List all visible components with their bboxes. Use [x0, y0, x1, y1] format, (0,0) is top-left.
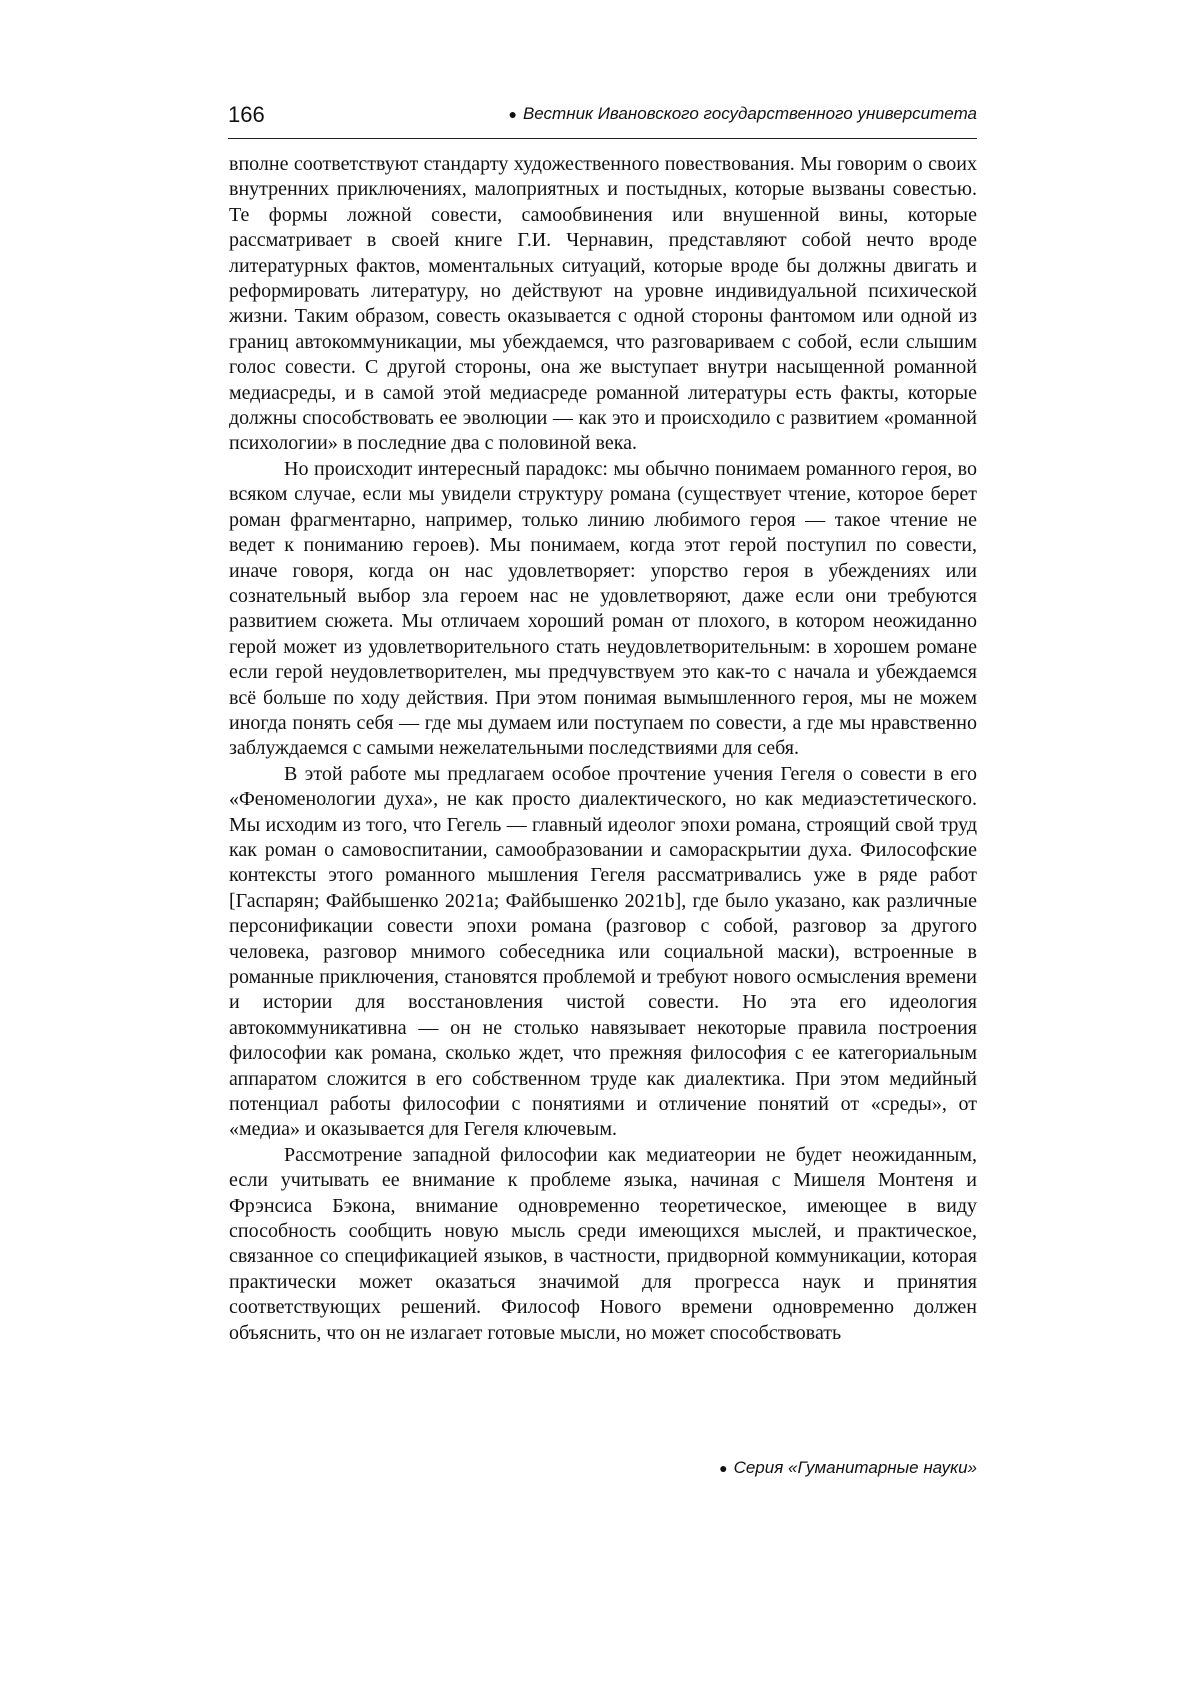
series-label	[719, 1458, 977, 1478]
journal-title-text: Вестник Ивановского государственного университета	[523, 104, 977, 123]
paragraph: Но происходит интересный парадокс: мы обычно понимаем романного героя, во всяком случае, если мы увидели структуру романа (существует чтение, которое берет роман фрагментарно, например, только линию любимого героя — такое чтение не ведет к пониманию героев). Мы понимаем, когда этот герой поступил по совести, иначе говоря, когда он нас удовлетворяет: упорство героя в убеждениях или сознательный выбор зла героем нас не удовлетворяют, даже если они требуются развитием сюжета. Мы отличаем хороший роман от плохого, в котором неожиданно герой может из удовлетворительного стать неудовлетворительным: в хорошем романе если герой неудовлетворителен, мы предчувствуем это как-то с начала и убеждаемся всё больше по ходу действия. При этом понимая вымышленного героя, мы не можем иногда понять себя — где мы думаем или поступаем по совести, а где мы нравственно заблуждаемся с самыми нежелательными последствиями для себя.	[229, 457, 977, 762]
journal-title	[508, 104, 977, 124]
series-label-text: Серия «Гуманитарные науки»	[734, 1458, 977, 1477]
bullet-icon: ●	[508, 106, 516, 122]
page-number: 166	[228, 102, 265, 128]
paragraph: вполне соответствуют стандарту художественного повествования. Мы говорим о своих внутренних приключениях, малоприятных и постыдных, которые вызваны совестью. Те формы ложной совести, самообвинения или внушенной вины, которые рассматривает в своей книге Г.И. Чернавин, представляют собой нечто вроде литературных фактов, моментальных ситуаций, которые вроде бы должны двигать и реформировать литературу, но действуют на уровне индивидуальной психической жизни. Таким образом, совесть оказывается с одной стороны фантомом или одной из границ автокоммуникации, мы убеждаемся, что разговариваем с собой, если слышим голос совести. С другой стороны, она же выступает внутри насыщенной романной медиасреды, и в самой этой медиасреде романной литературы есть факты, которые должны способствовать ее эволюции — как это и происходило с развитием «романной психологии» в последние два с половиной века.	[229, 152, 977, 457]
paragraph: В этой работе мы предлагаем особое прочтение учения Гегеля о совести в его «Феноменологии духа», не как просто диалектического, но как медиаэстетического. Мы исходим из того, что Гегель — главный идеолог эпохи романа, строящий свой труд как роман о самовоспитании, самообразовании и самораскрытии духа. Философские контексты этого романного мышления Гегеля рассматривались уже в ряде работ [Гаспарян; Файбышенко 2021a; Файбышенко 2021b], где было указано, как различные персонификации совести эпохи романа (разговор с собой, разговор за другого человека, разговор мнимого собеседника или социальной маски), встроенные в романные приключения, становятся проблемой и требуют нового осмысления времени и истории для восстановления чистой совести. Но эта его идеология автокоммуникативна — он не столько навязывает некоторые правила построения философии как романа, сколько ждет, что прежняя философия с ее категориальным аппаратом сложится в его собственном труде как диалектика. При этом медийный потенциал работы философии с понятиями и отличение понятий от «среды», от «медиа» и оказывается для Гегеля ключевым.	[229, 762, 977, 1143]
article-body	[229, 152, 977, 1346]
paragraph: Рассмотрение западной философии как медиатеории не будет неожиданным, если учитывать ее внимание к проблеме языка, начиная с Мишеля Монтеня и Фрэнсиса Бэкона, внимание одновременно теоретическое, имеющее в виду способность сообщить новую мысль среди имеющихся мыслей, и практическое, связанное со спецификацией языков, в частности, придворной коммуникации, которая практически может оказаться значимой для прогресса наук и принятия соответствующих решений. Философ Нового времени одновременно должен объяснить, что он не излагает готовые мысли, но может способствовать	[229, 1143, 977, 1346]
bullet-icon: ●	[719, 1460, 727, 1476]
running-head	[228, 98, 977, 139]
page-footer	[228, 1458, 977, 1488]
